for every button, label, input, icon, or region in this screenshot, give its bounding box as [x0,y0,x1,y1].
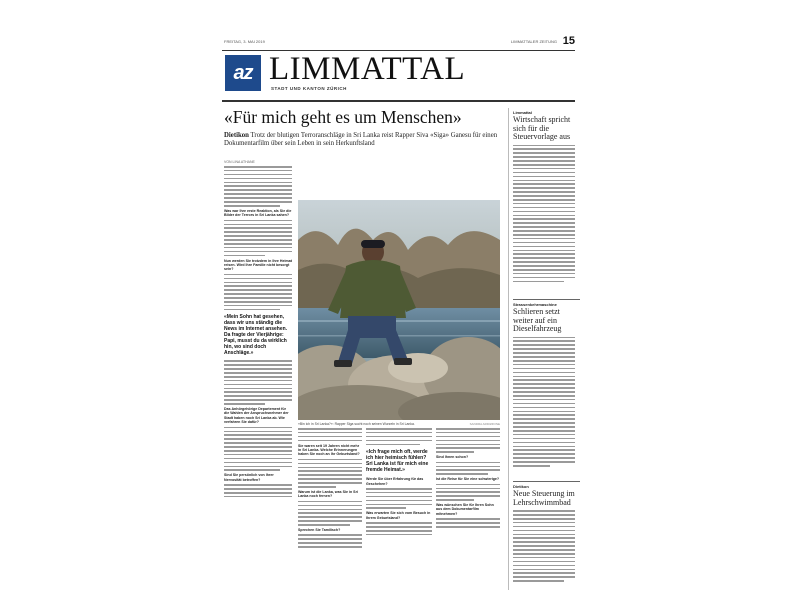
lead-kicker: Dietikon [224,132,249,139]
issue-date: FREITAG, 3. MAI 2019 [224,39,265,44]
az-logo: az [225,55,261,91]
interview-question: Sind Ihnen schon? [436,455,469,460]
article-column-left [224,166,292,566]
sidebar-kicker: Limmattal [513,110,532,115]
article-headline: «Für mich geht es um Menschen» [224,107,462,127]
news-sidebar [508,108,580,590]
sidebar-kicker: Strassenkehrmaschine [513,302,557,308]
interview-question: Warum ist die Lanka, was Sie in Sri Lanka noch fernen? [298,489,358,499]
pull-quote: «Mein Sohn hat gesehen, dass wir uns ständig die News im Internet ansehen. Da fragte der Vierjährige: Papi, musst du da wirklich hin, wo sind doch Anschläge.» [224,314,288,357]
paper-name: LIMMATTALER ZEITUNG [510,39,557,44]
interview-question: Werde Sie über Erfahrung für das Geschehen? [366,477,424,486]
lead-text: Trotz der blutigen Terroranschläge in Sri Lanka reist Rapper Siva «Siga» Ganesu für einen Dokumentarfilm über sein Leben in sein Herkunftsland [224,132,498,147]
masthead [222,51,575,94]
article-photo [298,200,500,420]
interview-question: Nun werden Sie trotzdem in Ihre Heimat reisen. Wird Ihre Familie nicht besorgt sein? [224,258,292,272]
interview-question: Sprechen Sie Tamilisch? [298,527,341,532]
sidebar-headline: Neue Steuerung im Lehrschwimmbad [513,489,575,507]
interview-question: Sind Sie persönlich von Ihrer Nervosität betroffen? [224,473,274,482]
article-lead [224,132,500,148]
masthead-divider [222,100,575,102]
newspaper-page [222,36,575,566]
sidebar-headline: Schlieren setzt weiter auf ein Dieselfahrzeug [513,307,562,334]
sidebar-divider [513,481,580,482]
article-author: VON LINA ATHANE [224,160,255,164]
section-subtitle: STADT UND KANTON ZÜRICH [271,86,347,91]
sidebar-item [513,484,580,590]
photo-caption [298,422,500,426]
article-column-center [298,428,362,566]
interview-question: Was war Ihre erste Reaktion, als Sie die Bilder der Terrors in Sri Lanka sahen? [224,208,292,218]
page-number: 15 [562,35,575,47]
sidebar-item [513,302,580,477]
interview-question: Was erwarten Sie sich vom Besuch in Ihrem Geburtsland? [366,511,431,520]
article-column-right [436,428,500,566]
photo-credit: SANDRA ARDIZZONE [469,422,500,426]
interview-question: Sie waren seit 19 Jahren nicht mehr in Sri Lanka. Welche Erinnerungen haben Sie noch an Ihr Geburtsland? [298,443,360,457]
pull-quote: «Ich frage mich oft, werde ich hier heimisch fühlen? Sri Lanka ist für mich eine fremde Heimat.» [366,449,429,474]
interview-question: Was wünschen Sie für Ihren Sohn aus dem Dokumentarfilm mitnehmen? [436,503,494,516]
section-title: LIMMATTAL [269,51,466,87]
interview-question: Das Anhörgehörige Departement für die Wahlen der Anspruchsnehmer der Stadt haben noch Sri Lanka ab. Wie verfahren Sie dafür? [224,407,289,425]
sidebar-divider [513,299,580,300]
page-top-bar [222,36,575,51]
rapper-photo-image [298,200,500,420]
interview-question: Ist die Reise für Sie eine schwierige? [436,477,500,482]
sidebar-item [513,110,580,295]
photo-caption-text: «Bin ich in Sri Lanka?»: Rapper Siga sucht noch seinen Wurzeln in Sri Lanka. [298,422,415,426]
article-column-center-right [366,428,432,566]
sidebar-headline: Wirtschaft spricht sich für die Steuervorlage aus [513,115,571,141]
sidebar-kicker: Dietikon [513,484,529,490]
